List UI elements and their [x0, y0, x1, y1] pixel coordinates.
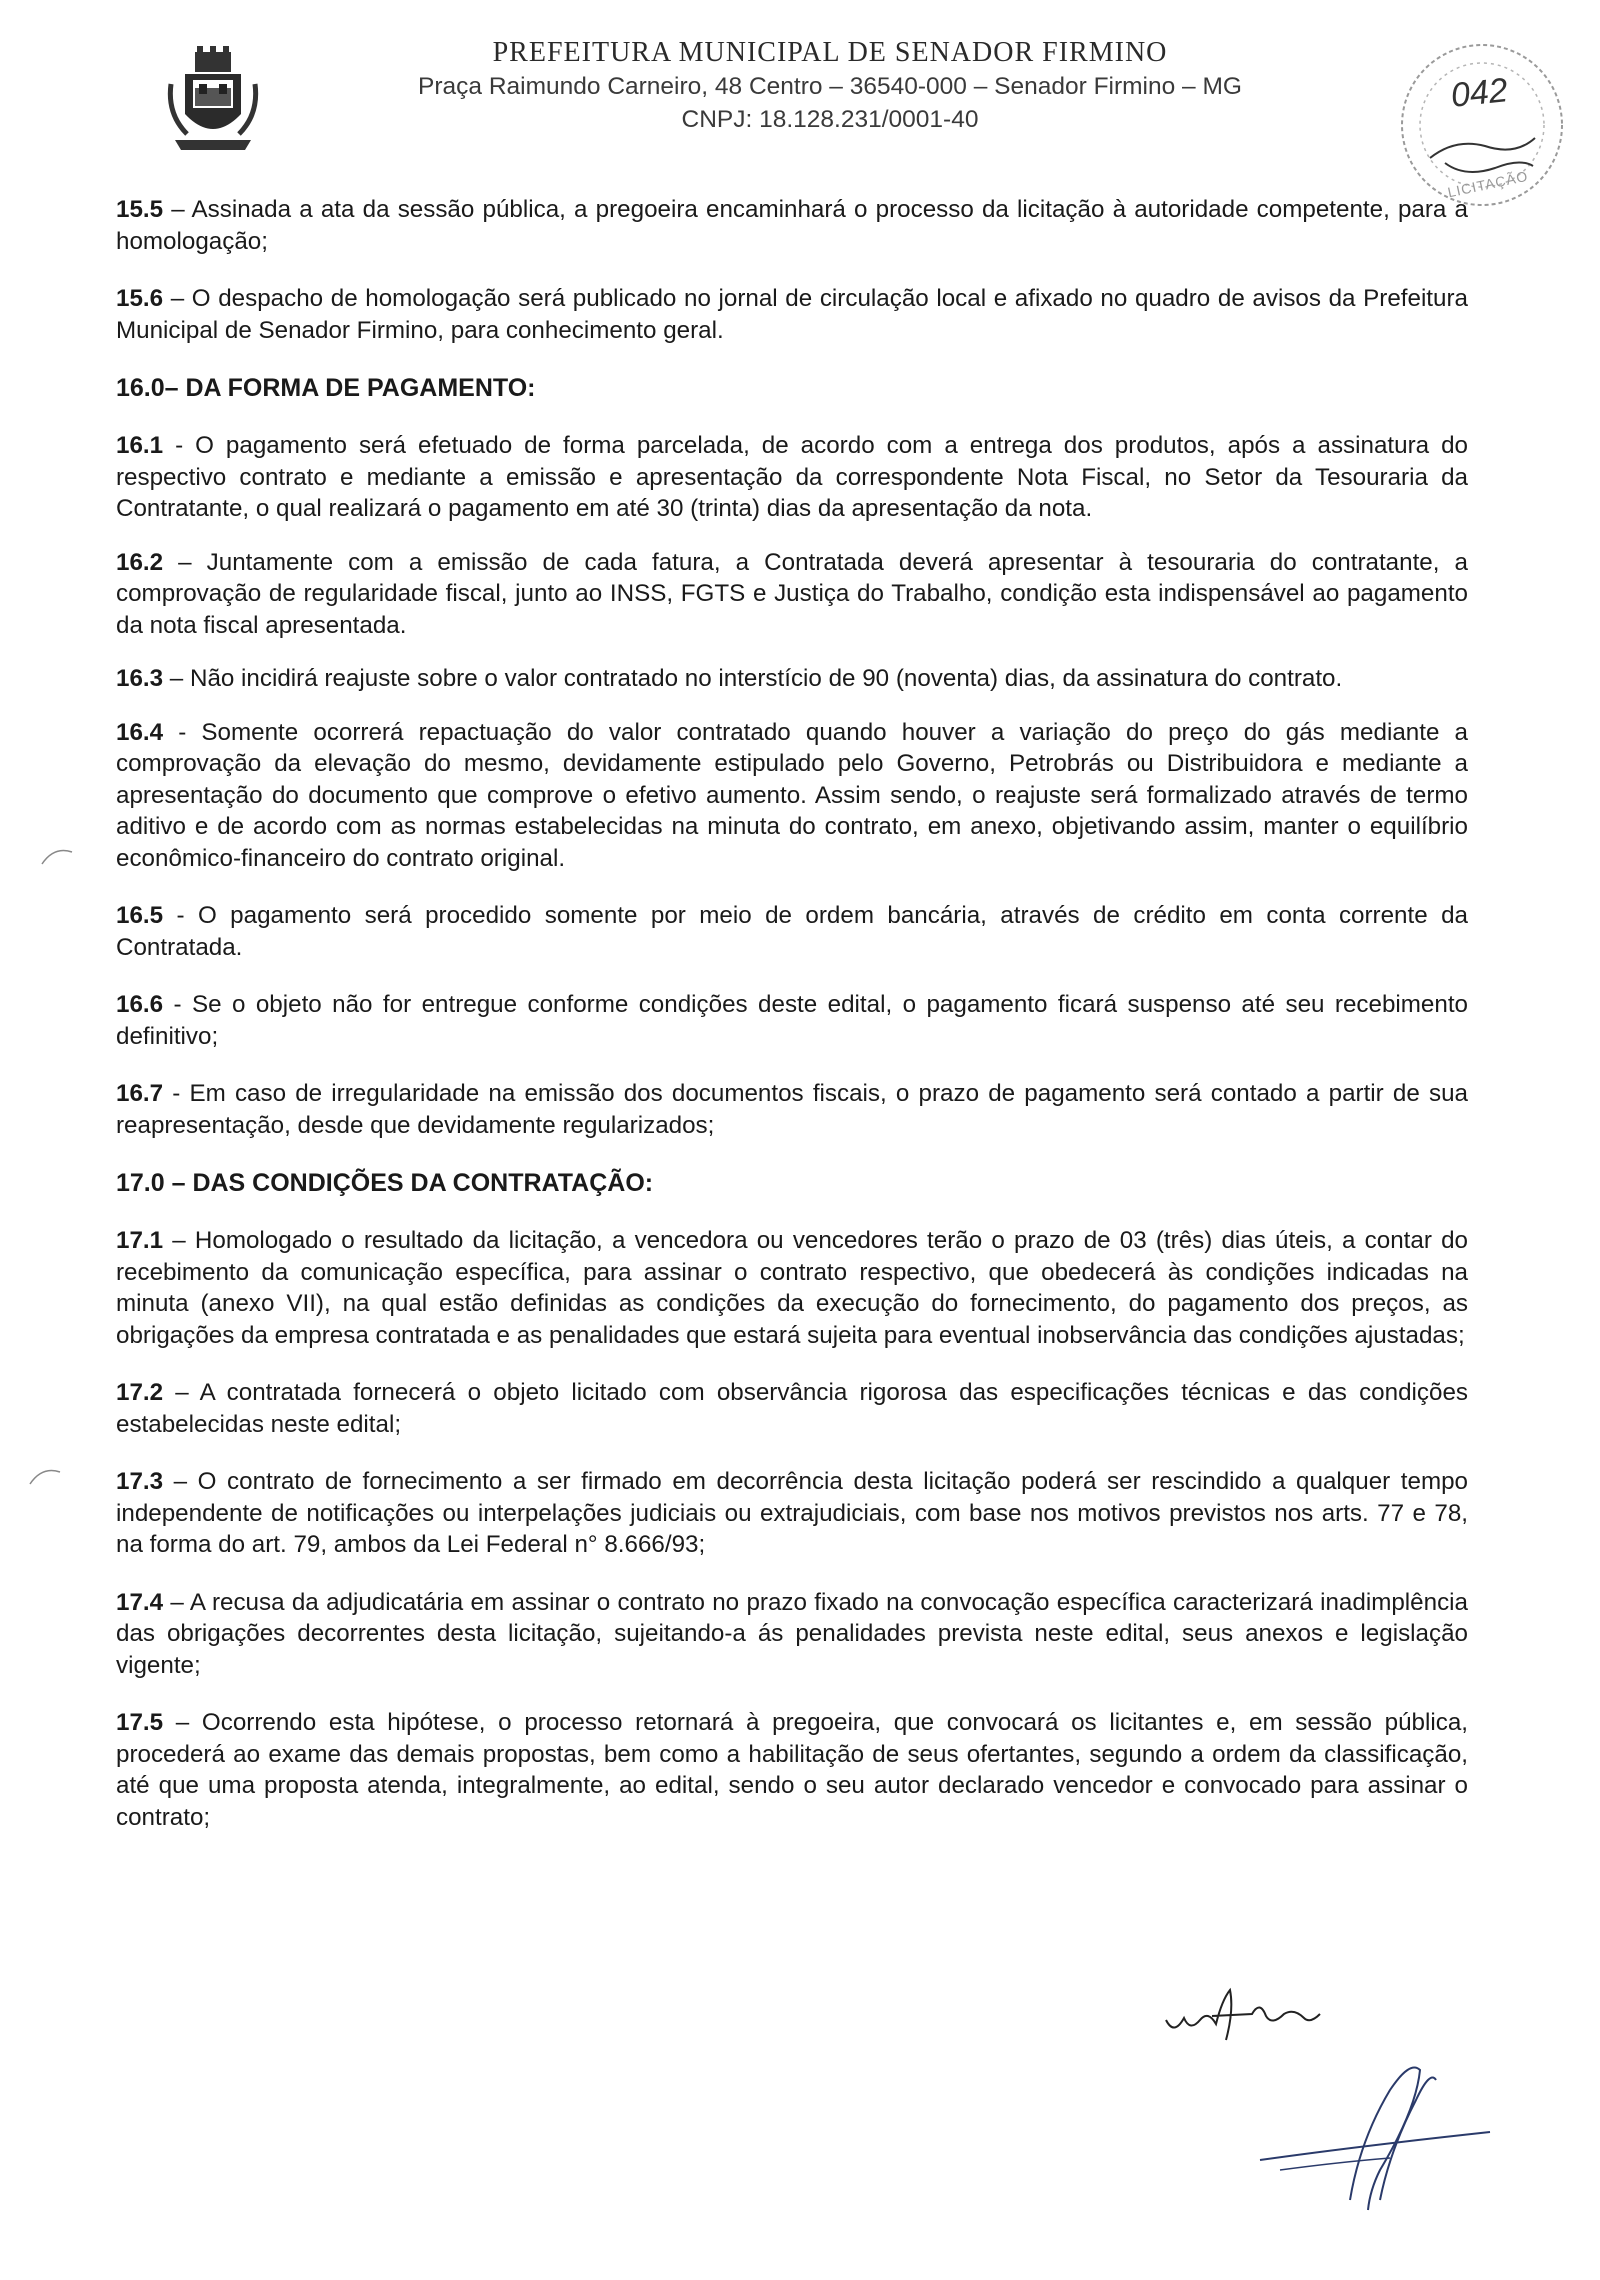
initials-signature-icon [1160, 1980, 1360, 2060]
municipality-cnpj: CNPJ: 18.128.231/0001-40 [681, 106, 979, 133]
clause-17-2: 17.2 – A contratada fornecerá o objeto licitado com observância rigorosa das especificações técnicas e das condições estabelecidas neste edital; [116, 1379, 1468, 1438]
stamp-page-number: 042 [1449, 71, 1510, 115]
letterhead [0, 28, 1600, 148]
clause-17-1: 17.1 – Homologado o resultado da licitação, a vencedora ou vencedores terão o prazo de 03 (três) dias úteis, a contar do recebimento da comunicação específica, para assinar o contrato respectivo, que obedecerá às condições indicadas na minuta (anexo VII), na qual estão definidas as condições da execução do fornecimento, do pagamento dos preços, as obrigações da empresa contratada e as penalidades que estará sujeita para eventual inobservância das condições ajustadas; [116, 1227, 1468, 1349]
clause-16-7: 16.7 - Em caso de irregularidade na emissão dos documentos fiscais, o prazo de pagamento será contado a partir de sua reapresentação, desde que devidamente regularizados; [116, 1080, 1468, 1139]
margin-mark-icon [38, 840, 78, 870]
clause-17-5: 17.5 – Ocorrendo esta hipótese, o processo retornará à pregoeira, que convocará os licitantes e, em sessão pública, procederá ao exame das demais propostas, bem como a habilitação de seus ofertantes, segundo a ordem da classificação, até que uma proposta atenda, integralmente, ao edital, sendo o seu autor declarado vencedor e convocado para assinar o contrato; [116, 1709, 1468, 1831]
section-heading-16: 16.0– DA FORMA DE PAGAMENTO: [116, 374, 536, 402]
clause-17-4: 17.4 – A recusa da adjudicatária em assinar o contrato no prazo fixado na convocação específica caracterizará inadimplência das obrigações decorrentes desta licitação, sujeitando-a ás penalidades prevista neste edital, seus anexos e legislação vigente; [116, 1588, 1468, 1679]
licitacao-stamp [1395, 38, 1570, 213]
section-heading-17: 17.0 – DAS CONDIÇÕES DA CONTRATAÇÃO: [116, 1169, 654, 1197]
clause-15-6: 15.6 – O despacho de homologação será publicado no jornal de circulação local e afixado no quadro de avisos da Prefeitura Municipal de Senador Firmino, para conhecimento geral. [116, 285, 1468, 344]
signature-icon [1240, 2050, 1500, 2220]
clause-16-4: 16.4 - Somente ocorrerá repactuação do valor contratado quando houver a variação do preço do gás mediante a comprovação da elevação do mesmo, devidamente estipulado pelo Governo, Petrobrás ou Distribuidora e mediante a apresentação do documento que comprove o efetivo aumento. Assim sendo, o reajuste será formalizado através de termo aditivo e de acordo com as normas estabelecidas na minuta do contrato, em anexo, objetivando assim, manter o equilíbrio econômico-financeiro do contrato original. [116, 718, 1468, 872]
margin-mark-icon [26, 1460, 66, 1490]
clause-16-1: 16.1 - O pagamento será efetuado de forma parcelada, de acordo com a entrega dos produtos, após a assinatura do respectivo contrato e mediante a emissão e apresentação da correspondente Nota Fiscal, no Setor da Tesouraria da Contratante, o qual realizará o pagamento em até 30 (trinta) dias da apresentação da nota. [116, 432, 1468, 522]
clause-17-3: 17.3 – O contrato de fornecimento a ser firmado em decorrência desta licitação poderá ser rescindido a qualquer tempo independente de notificações ou interpelações judiciais ou extrajudiciais, com base nos motivos previstos nos arts. 77 e 78, na forma do art. 79, ambos da Lei Federal n° 8.666/93; [116, 1468, 1468, 1558]
clause-16-3: 16.3 – Não incidirá reajuste sobre o valor contratado no interstício de 90 (noventa) dias, da assinatura do contrato. [116, 665, 1343, 692]
stamp-label: LICITAÇÃO [1446, 167, 1530, 201]
municipal-crest-icon [165, 44, 261, 156]
clause-16-6: 16.6 - Se o objeto não for entregue conforme condições deste edital, o pagamento ficará suspenso até seu recebimento definitivo; [116, 991, 1468, 1050]
municipality-title: PREFEITURA MUNICIPAL DE SENADOR FIRMINO [492, 37, 1168, 68]
document-body [116, 194, 1468, 1859]
clause-15-5: 15.5 – Assinada a ata da sessão pública, a pregoeira encaminhará o processo da licitação à autoridade competente, para a homologação; [116, 196, 1468, 255]
clause-16-2: 16.2 – Juntamente com a emissão de cada fatura, a Contratada deverá apresentar à tesouraria do contratante, a comprovação de regularidade fiscal, junto ao INSS, FGTS e Justiça do Trabalho, condição esta indispensável ao pagamento da nota fiscal apresentada. [116, 548, 1468, 639]
municipality-address: Praça Raimundo Carneiro, 48 Centro – 36540-000 – Senador Firmino – MG [418, 73, 1242, 100]
clause-16-5: 16.5 - O pagamento será procedido somente por meio de ordem bancária, através de crédito em conta corrente da Contratada. [116, 902, 1468, 961]
